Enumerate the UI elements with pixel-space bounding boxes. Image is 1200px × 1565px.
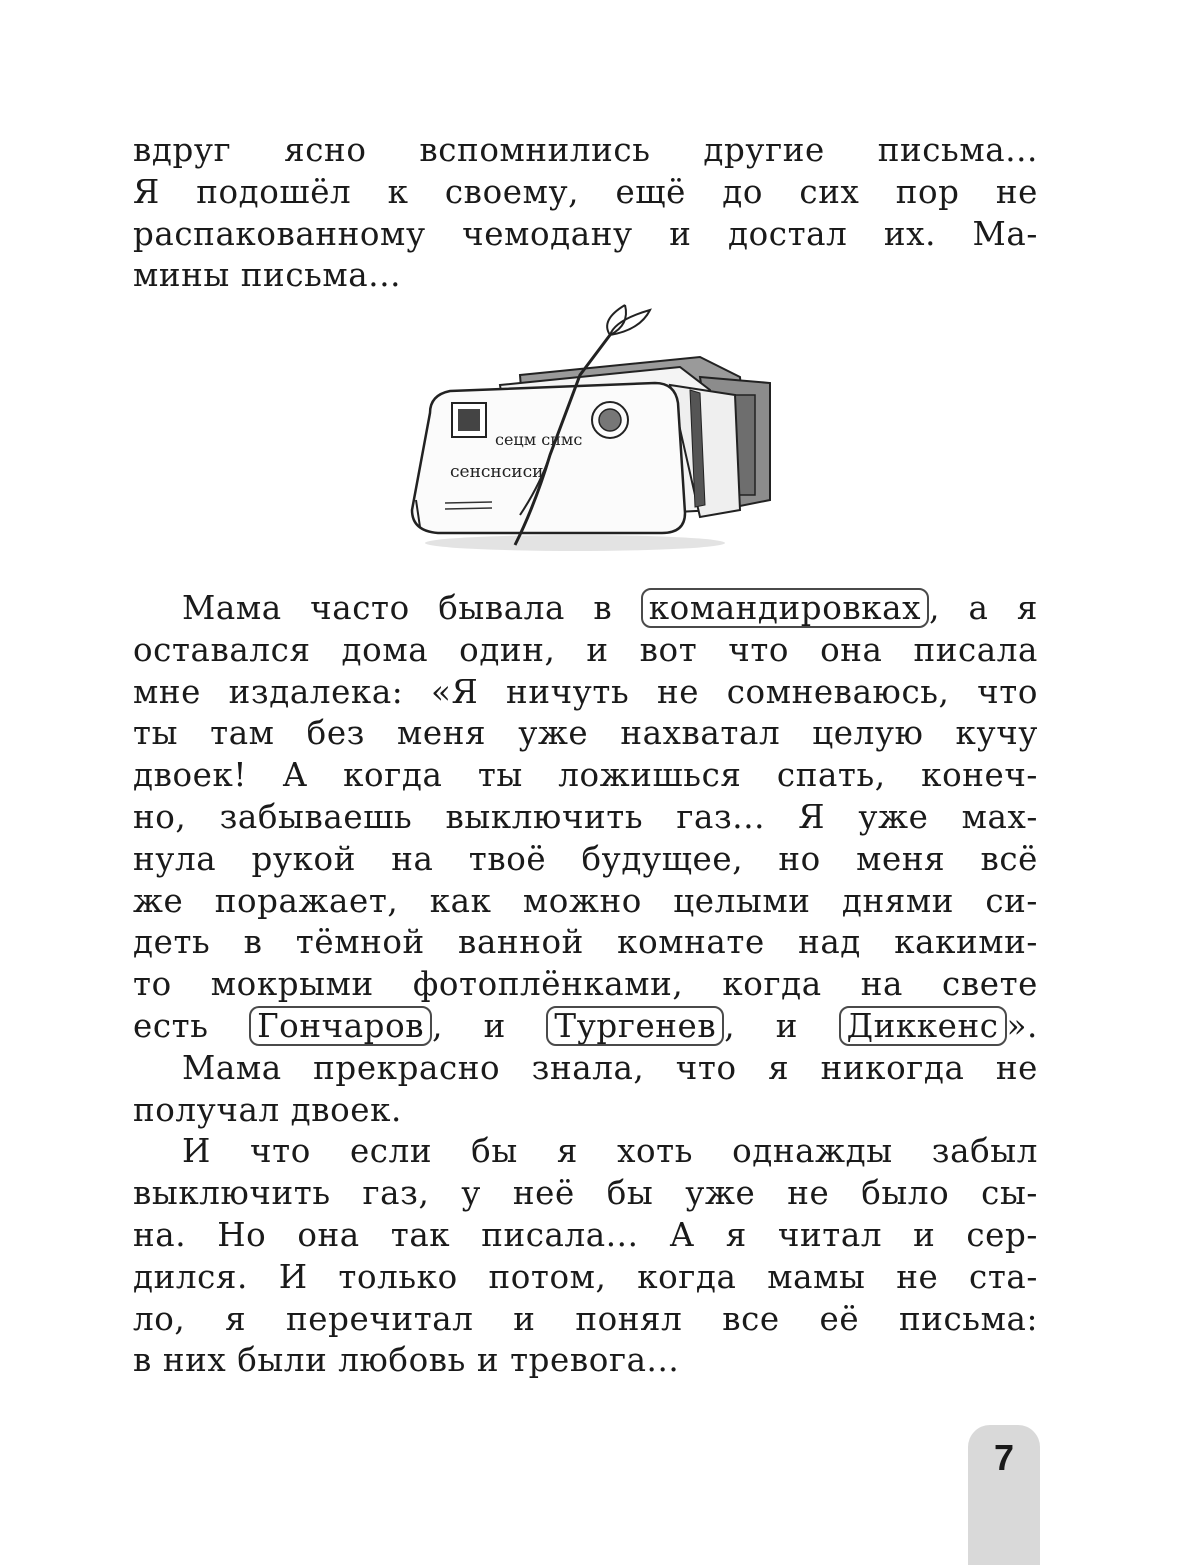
text-line: ло, я перечитал и понял все её письма:: [133, 1299, 1038, 1338]
text-line: выключить газ, у неё бы уже не было сы-: [133, 1174, 1038, 1213]
text-line: в них были любовь и тревога...: [133, 1341, 680, 1380]
text-line: нула рукой на твоё будущее, но меня всё: [133, 839, 1038, 878]
text-fragment: , и: [724, 1006, 839, 1045]
text-line: же поражает, как можно целыми днями си-: [133, 881, 1038, 920]
text-fragment: , а я: [929, 589, 1038, 627]
boxed-word-turgenev: Тургенев: [546, 1006, 724, 1046]
text-line: дился. И только потом, когда мамы не ста-: [133, 1257, 1038, 1296]
text-line: на. Но она так писала... А я читал и сер-: [133, 1215, 1038, 1254]
address-scribble: ᴄeнᴄнᴄиᴄи: [450, 462, 544, 482]
text-line: мины письма...: [133, 256, 402, 295]
text-line: И что если бы я хоть однажды забыл: [182, 1132, 1038, 1171]
text-line: Мама прекрасно знала, что я никогда не: [182, 1048, 1038, 1087]
text-fragment: есть: [133, 1006, 250, 1045]
text-fragment: , и: [432, 1006, 547, 1045]
text-line: но, забываешь выключить газ... Я уже мах-: [133, 797, 1038, 836]
address-scribble: ᴄeцм ᴄиᴍᴄ: [495, 430, 583, 449]
text-line: Я подошёл к своему, ещё до сих пор не: [133, 172, 1038, 211]
text-line: [133, 1006, 1038, 1048]
text-line: получал двоек.: [133, 1090, 402, 1129]
text-line: двоек! А когда ты ложишься спать, конеч-: [133, 756, 1038, 795]
letters-bundle-illustration: [400, 295, 780, 555]
text-fragment: ».: [1006, 1006, 1038, 1045]
text-line: распакованному чемодану и достал их. Ма-: [133, 214, 1038, 253]
text-fragment: Мама часто бывала в: [182, 589, 641, 627]
text-line: то мокрыми фотоплёнками, когда на свете: [133, 965, 1038, 1004]
main-text: [133, 588, 1038, 1382]
boxed-word-komandirovkakh: командировках: [641, 588, 929, 628]
text-line: ты там без меня уже нахватал целую кучу: [133, 714, 1038, 753]
text-line: вдруг ясно вспомнились другие письма...: [133, 131, 1038, 169]
boxed-word-dickens: Диккенс: [839, 1006, 1007, 1046]
text-line: оставался дома один, и вот что она писала: [133, 630, 1038, 669]
intro-paragraph: [133, 130, 1038, 297]
page-number: 7: [993, 1437, 1015, 1478]
boxed-word-goncharov: Гончаров: [249, 1006, 432, 1046]
text-line: деть в тёмной ванной комнате над какими-: [133, 923, 1038, 962]
text-line: мне издалека: «Я ничуть не сомневаюсь, что: [133, 672, 1038, 711]
text-line: [133, 588, 1038, 630]
